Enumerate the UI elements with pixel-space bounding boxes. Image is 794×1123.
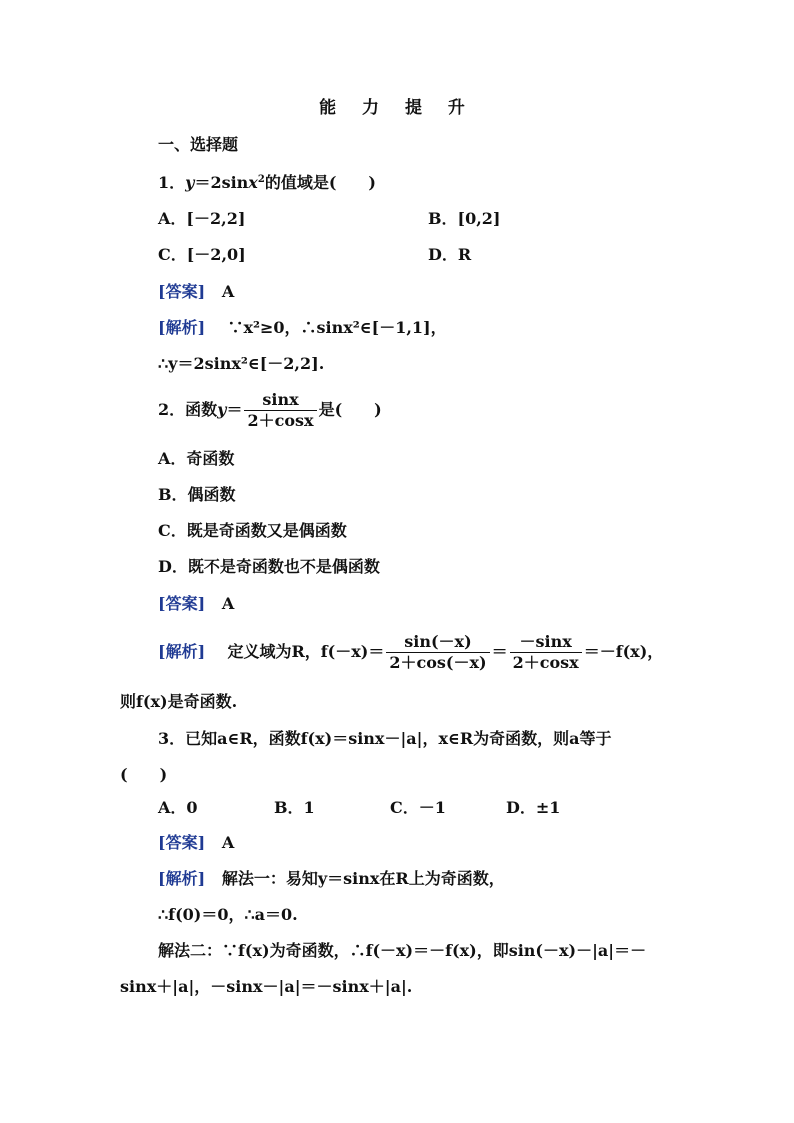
- question-2-analysis-line-2: 则f(x)是奇函数.: [120, 692, 238, 711]
- analysis-text: 解法一：易知y＝sinx在R上为奇函数，: [221, 869, 505, 888]
- question-2-stem: [158, 390, 382, 430]
- page-title: 能 力 提 升: [319, 98, 475, 118]
- stem-tail: 是( ): [318, 400, 382, 419]
- fraction-numerator: sinx: [244, 390, 316, 411]
- fraction: [510, 632, 582, 673]
- question-3-option-a: A．0: [158, 798, 198, 817]
- question-1-option-b: B．[0,2]: [428, 209, 501, 228]
- question-1-option-a: A．[－2,2]: [158, 209, 246, 228]
- fraction: [244, 390, 316, 431]
- question-3-option-d: D．±1: [506, 798, 561, 817]
- var-y: y: [217, 400, 227, 419]
- answer-tag: [答案]: [158, 594, 206, 613]
- answer-value: A: [221, 833, 235, 852]
- fraction: [386, 632, 489, 673]
- question-3-analysis-line-3: 解法二：∵f(x)为奇函数，∴f(－x)＝－f(x)，即sin(－x)－|a|＝－: [158, 941, 647, 960]
- question-3-answer: [158, 833, 234, 853]
- question-3-analysis-line-1: [158, 869, 505, 889]
- question-1-number: 1．: [158, 173, 186, 192]
- question-2-number: 2．: [158, 400, 186, 419]
- question-3-option-b: B．1: [274, 798, 315, 817]
- question-2-option-c: C．既是奇函数又是偶函数: [158, 521, 347, 540]
- question-3-option-c: C．－1: [390, 798, 446, 817]
- stem-head: 函数: [185, 400, 218, 419]
- answer-value: A: [221, 282, 235, 301]
- question-3-analysis-line-2: ∴f(0)＝0，∴a＝0.: [158, 905, 298, 924]
- fraction-numerator: －sinx: [510, 632, 582, 653]
- answer-value: A: [221, 594, 235, 613]
- expr-part: ＝2sin: [194, 173, 249, 192]
- section-heading: 一、选择题: [158, 135, 239, 154]
- question-2-option-b: B．偶函数: [158, 485, 236, 504]
- equals-sign: ＝: [226, 400, 243, 419]
- question-1-option-c: C．[－2,0]: [158, 245, 246, 264]
- analysis-text: f(－x)＝: [320, 642, 385, 661]
- question-2-option-d: D．既不是奇函数也不是偶函数: [158, 557, 380, 576]
- analysis-tag: [解析]: [158, 318, 206, 337]
- answer-tag: [答案]: [158, 833, 206, 852]
- fraction-denominator: 2＋cosx: [512, 653, 579, 672]
- var-x: x: [248, 173, 258, 192]
- question-3-stem-line-2: ( ): [120, 765, 168, 784]
- question-1-stem: [158, 173, 376, 193]
- question-1-answer: [158, 282, 234, 302]
- question-1-option-d: D．R: [428, 245, 472, 264]
- answer-tag: [答案]: [158, 282, 206, 301]
- analysis-text: 定义域为R，: [227, 642, 321, 661]
- question-1-analysis-line-2: ∴y＝2sinx²∈[－2,2].: [158, 354, 325, 373]
- exponent: 2: [257, 174, 265, 185]
- analysis-text: ∵x²≥0，∴sinx²∈[－1,1]，: [227, 318, 447, 337]
- stem-tail: 的值域是( ): [264, 173, 376, 192]
- analysis-tag: [解析]: [158, 642, 206, 661]
- var-y: y: [185, 173, 195, 192]
- fraction-numerator: sin(－x): [386, 632, 489, 653]
- question-1-analysis-line-1: [158, 318, 447, 338]
- question-2-answer: [158, 594, 234, 614]
- analysis-tag: [解析]: [158, 869, 206, 888]
- question-2-option-a: A．奇函数: [158, 449, 235, 468]
- fraction-denominator: 2＋cosx: [247, 411, 314, 430]
- equals-sign: ＝: [491, 642, 508, 661]
- question-2-analysis-line-1: [158, 630, 663, 674]
- analysis-text: ＝－f(x)，: [583, 642, 664, 661]
- fraction-denominator: 2＋cos(－x): [389, 653, 487, 672]
- question-3-analysis-line-4: sinx＋|a|，－sinx－|a|＝－sinx＋|a|.: [120, 977, 413, 996]
- question-3-stem-line-1: 3．已知a∈R，函数f(x)＝sinx－|a|，x∈R为奇函数，则a等于: [158, 729, 612, 748]
